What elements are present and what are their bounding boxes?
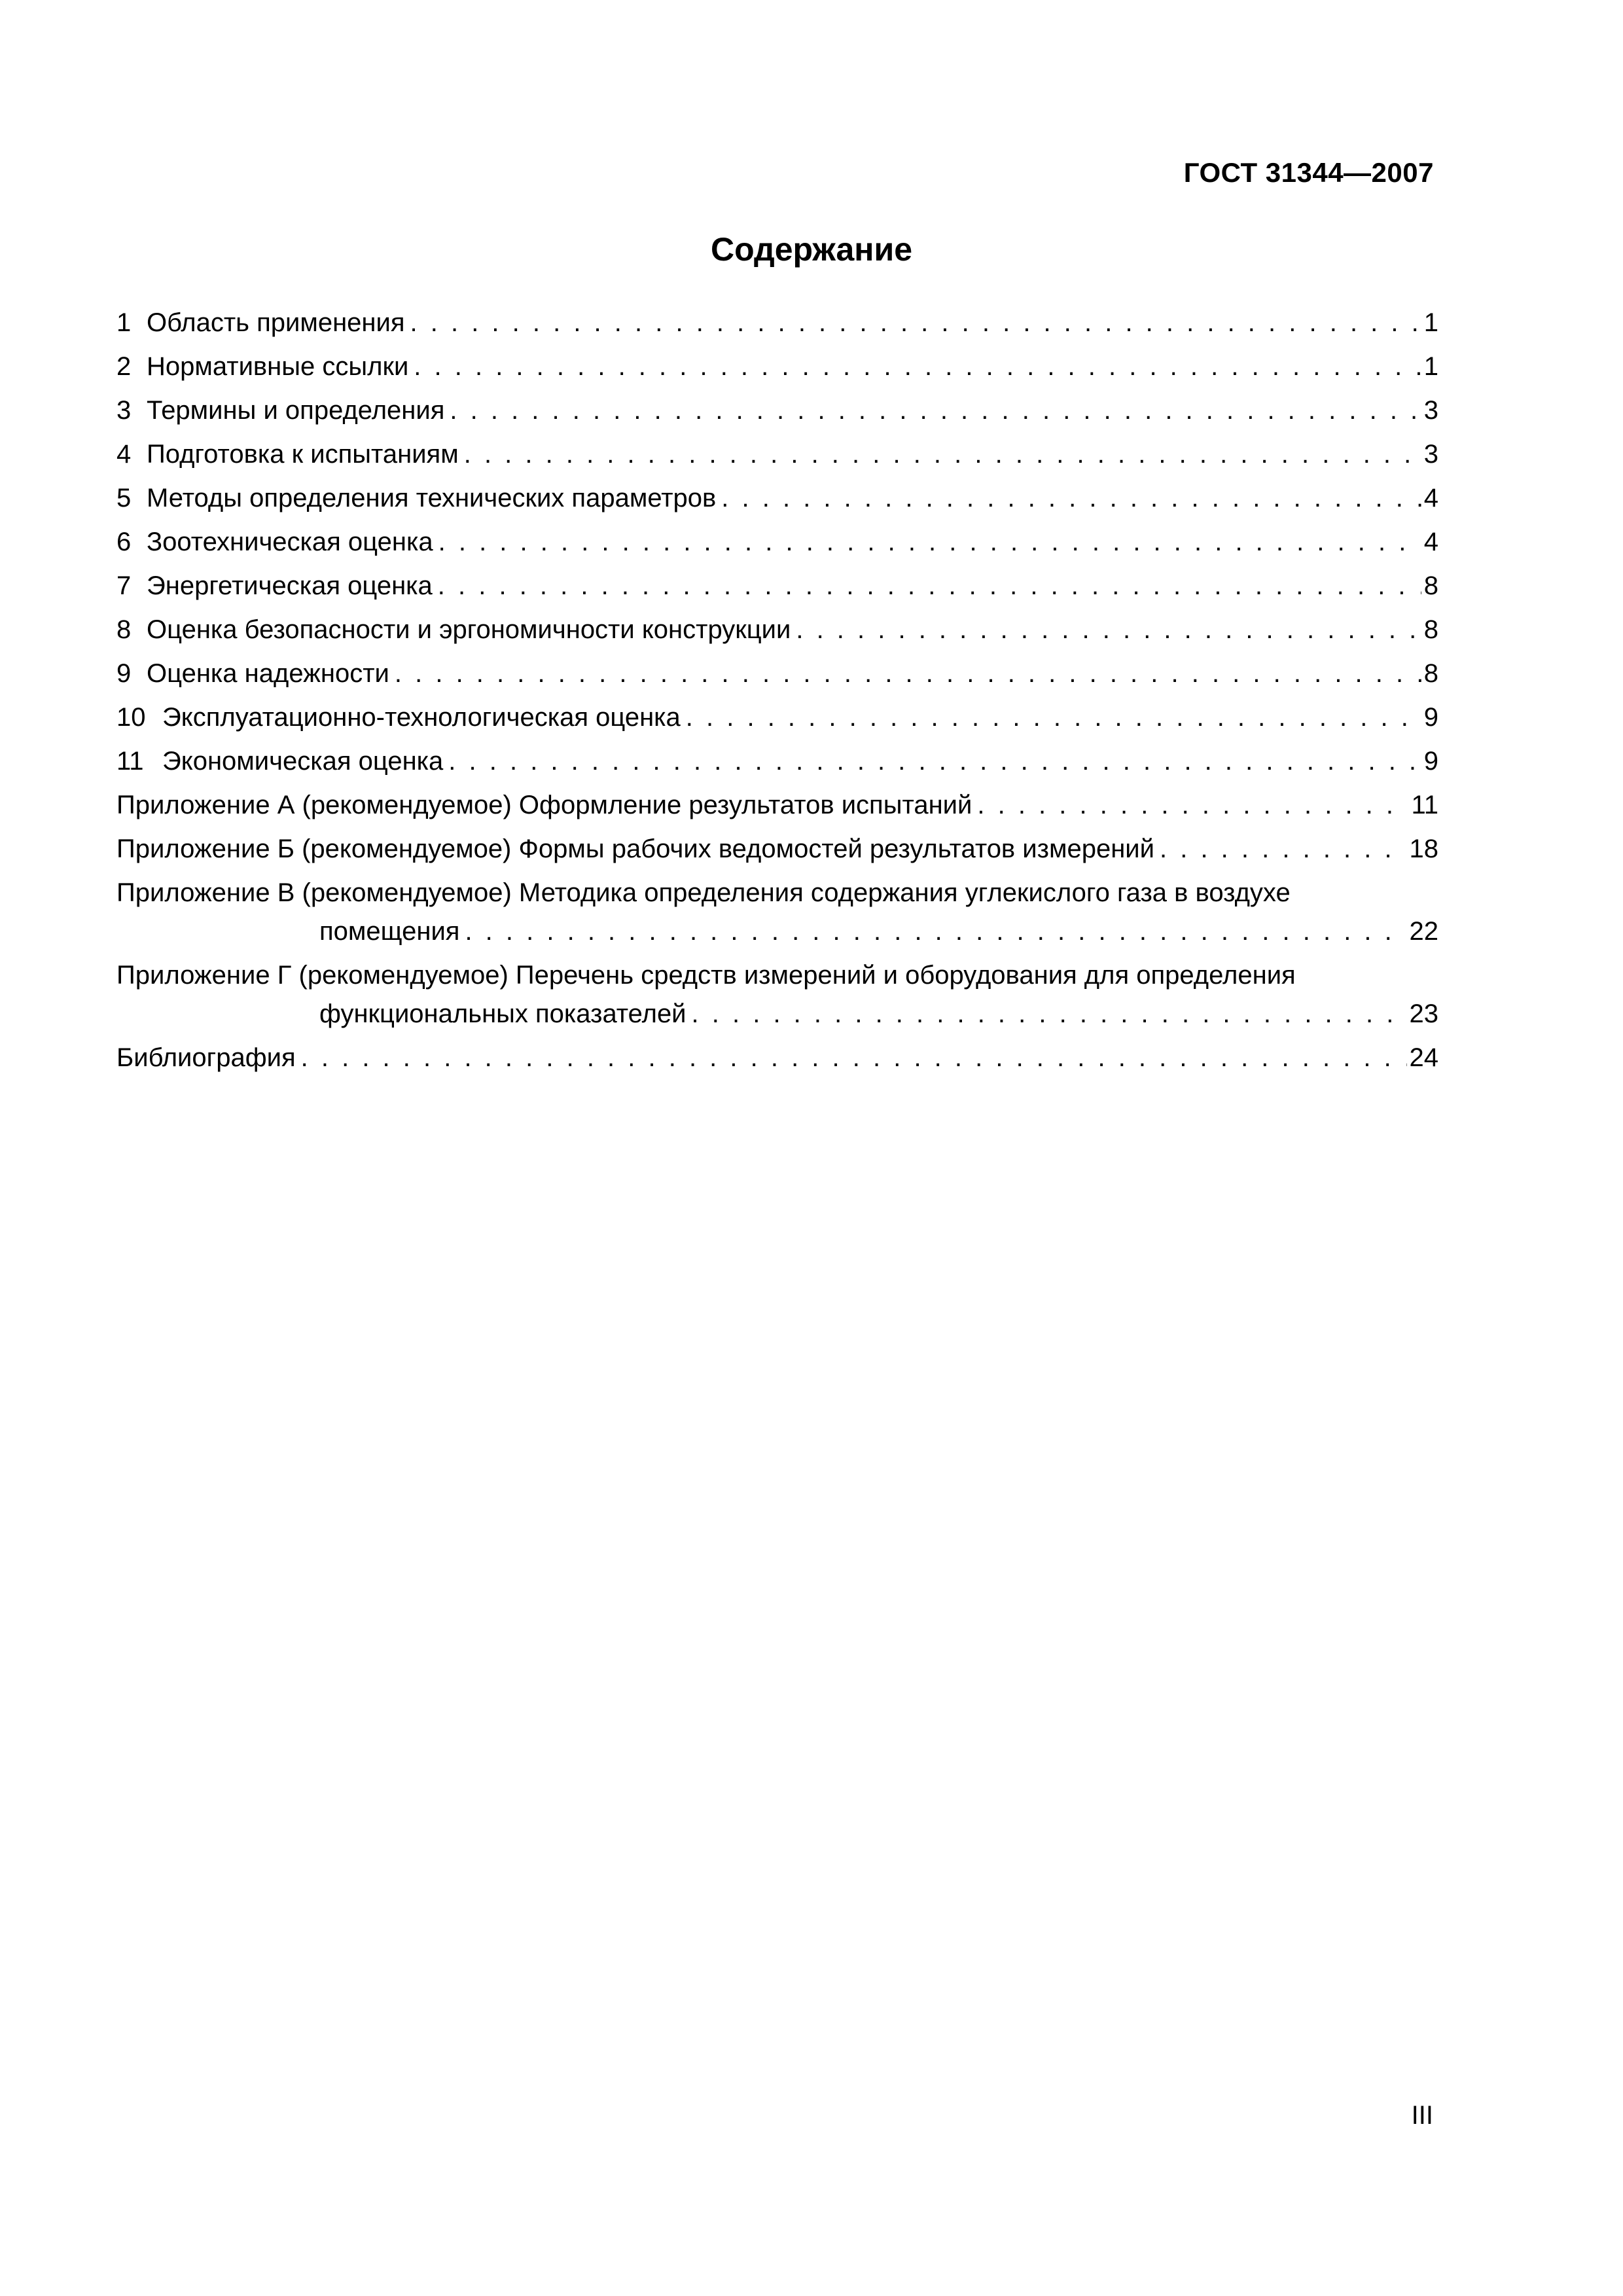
toc-entry-page: 1 (1423, 352, 1438, 381)
toc-entry-label: Методы определения технических параметров (147, 484, 717, 512)
toc-bibliography-label: Библиография (116, 1043, 296, 1072)
dot-leader (410, 301, 1421, 345)
toc-entry-label: Оценка надежности (147, 659, 389, 688)
dot-leader (465, 910, 1406, 954)
toc-entry[interactable] (116, 564, 1438, 608)
toc-entry-page: 3 (1423, 440, 1438, 469)
toc-entry-label: Нормативные ссылки (147, 352, 409, 381)
toc-entry[interactable] (116, 520, 1438, 564)
toc-entry-number: 8 (116, 615, 132, 644)
toc-appendix-entry[interactable] (116, 954, 1438, 1036)
toc-entry-label: Термины и определения (147, 396, 445, 425)
toc-entry-label: Область применения (147, 308, 405, 337)
toc-entry-number: 11 (116, 747, 144, 776)
toc-appendix-label: Приложение А (рекомендуемое) Оформление результатов испытаний (116, 791, 972, 819)
document-code: ГОСТ 31344—2007 (1183, 157, 1434, 188)
toc-entry[interactable] (116, 696, 1438, 740)
toc-entry-page: 9 (1423, 703, 1438, 732)
dot-leader (301, 1036, 1407, 1080)
dot-leader (448, 740, 1421, 783)
toc-bibliography-entry[interactable] (116, 1036, 1438, 1080)
dot-leader (464, 433, 1421, 476)
toc-entry-number: 7 (116, 571, 132, 600)
toc-entry[interactable] (116, 301, 1438, 345)
dot-leader (686, 696, 1421, 740)
dot-leader (977, 783, 1408, 827)
toc-entry[interactable] (116, 652, 1438, 696)
dot-leader (438, 564, 1421, 608)
dot-leader (721, 476, 1421, 520)
dot-leader (1160, 827, 1407, 871)
toc-appendix-continuation (116, 992, 1438, 1036)
toc-appendix-entry[interactable] (116, 871, 1438, 954)
toc-appendix-label: Приложение В (рекомендуемое) Методика определения содержания углекислого газа в воздухе (116, 878, 1291, 907)
toc-entry-page: 18 (1409, 834, 1438, 863)
toc-appendix-entry[interactable] (116, 783, 1438, 827)
toc-entry-page: 4 (1423, 484, 1438, 512)
dot-leader (450, 389, 1421, 433)
toc-entry-label: Зоотехническая оценка (147, 528, 433, 556)
toc-entry-label: Энергетическая оценка (147, 571, 433, 600)
dot-leader (692, 992, 1407, 1036)
dot-leader (395, 652, 1421, 696)
toc-entry[interactable] (116, 740, 1438, 783)
toc-entry-page: 23 (1409, 999, 1438, 1028)
toc-entry-number: 1 (116, 308, 132, 337)
toc-entry-number: 10 (116, 703, 146, 732)
toc-entry-page: 9 (1423, 747, 1438, 776)
toc-appendix-label: Приложение Г (рекомендуемое) Перечень средств измерений и оборудования для определения (116, 961, 1296, 990)
toc-entry[interactable] (116, 476, 1438, 520)
toc-entry-number: 2 (116, 352, 132, 381)
toc-entry-page: 24 (1409, 1043, 1438, 1072)
toc-appendix-label-continued: помещения (319, 917, 460, 946)
dot-leader (438, 520, 1421, 564)
toc-entry-page: 3 (1423, 396, 1438, 425)
toc-entry-number: 5 (116, 484, 132, 512)
toc-title: Содержание (710, 231, 913, 268)
page-number: III (1411, 2101, 1433, 2130)
toc-entry-number: 4 (116, 440, 132, 469)
table-of-contents (116, 301, 1438, 1080)
toc-appendix-entry[interactable] (116, 827, 1438, 871)
toc-entry[interactable] (116, 608, 1438, 652)
dot-leader (414, 345, 1421, 389)
toc-entry-label: Подготовка к испытаниям (147, 440, 459, 469)
toc-entry-page: 4 (1423, 528, 1438, 556)
toc-appendix-label-continued: функциональных показателей (319, 999, 687, 1028)
toc-entry-page: 1 (1423, 308, 1438, 337)
toc-entry-label: Оценка безопасности и эргономичности конструкции (147, 615, 791, 644)
toc-entry[interactable] (116, 389, 1438, 433)
toc-entry-page: 8 (1423, 571, 1438, 600)
dot-leader (796, 608, 1421, 652)
toc-entry[interactable] (116, 345, 1438, 389)
toc-entry-label: Эксплуатационно-технологическая оценка (162, 703, 681, 732)
toc-entry-page: 8 (1423, 659, 1438, 688)
toc-entry-page: 22 (1409, 917, 1438, 946)
toc-entry-number: 3 (116, 396, 132, 425)
toc-entry-page: 8 (1423, 615, 1438, 644)
toc-entry-number: 6 (116, 528, 132, 556)
toc-appendix-label: Приложение Б (рекомендуемое) Формы рабочих ведомостей результатов измерений (116, 834, 1154, 863)
toc-entry-label: Экономическая оценка (162, 747, 444, 776)
toc-entry[interactable] (116, 433, 1438, 476)
toc-entry-number: 9 (116, 659, 132, 688)
toc-entry-page: 11 (1411, 791, 1438, 819)
toc-appendix-continuation (116, 910, 1438, 954)
